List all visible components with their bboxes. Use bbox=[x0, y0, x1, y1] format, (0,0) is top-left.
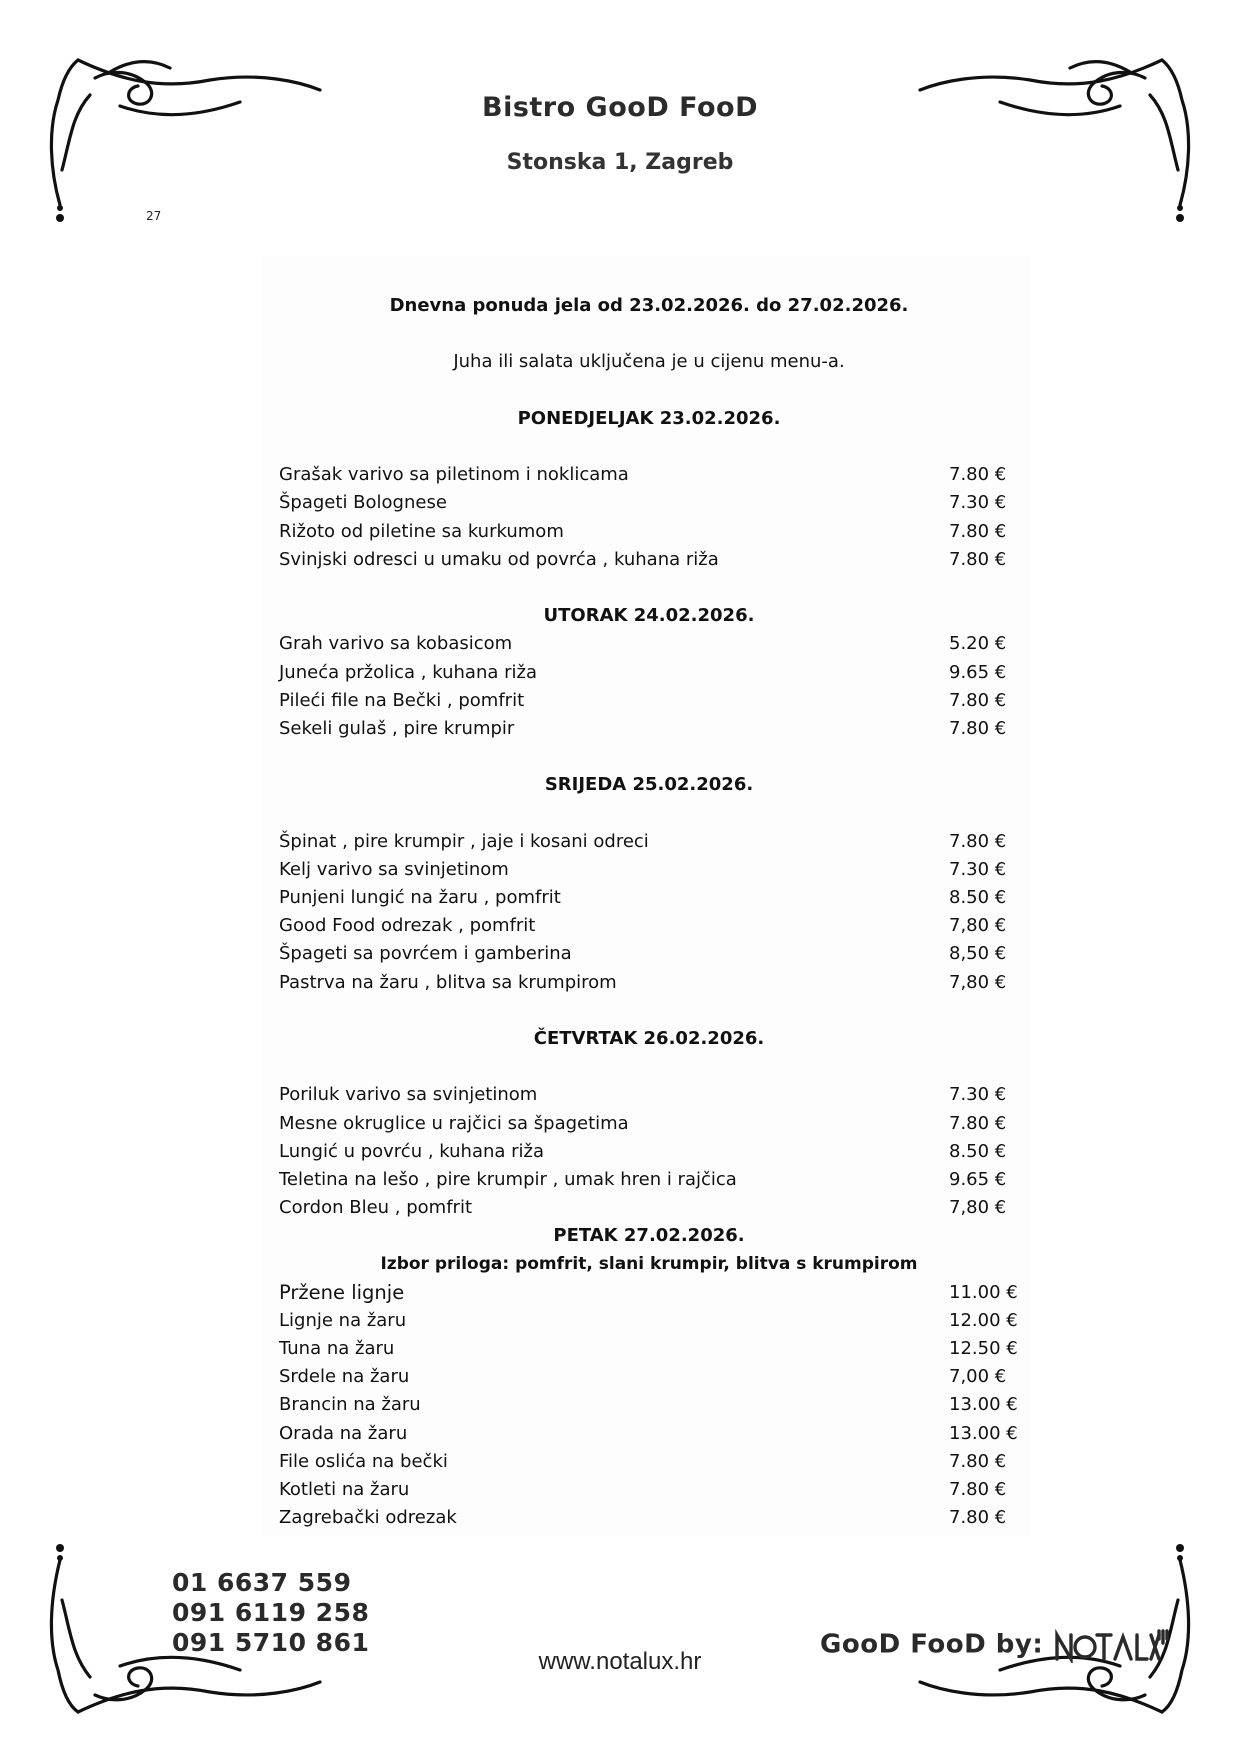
dish-price: 9.65 € bbox=[949, 1168, 1007, 1190]
menu-item bbox=[279, 518, 1019, 546]
menu-item bbox=[279, 1081, 1019, 1109]
dish-name: Juneća pržolica , kuhana riža bbox=[279, 661, 537, 683]
menu-item bbox=[279, 884, 1019, 912]
day-heading-monday: PONEDJELJAK 23.02.2026. bbox=[517, 407, 781, 429]
menu-item bbox=[279, 1138, 1019, 1166]
dish-name: Kelj varivo sa svinjetinom bbox=[279, 858, 509, 880]
dish-name: Pržene lignje bbox=[279, 1280, 405, 1304]
dish-price: 7.80 € bbox=[949, 1112, 1007, 1134]
dish-price: 5.20 € bbox=[949, 633, 1007, 655]
dish-name: Grašak varivo sa piletinom i noklicama bbox=[279, 464, 629, 486]
dish-name: Punjeni lungić na žaru , pomfrit bbox=[279, 887, 561, 909]
restaurant-name: Bistro GooD FooD bbox=[481, 92, 758, 123]
dish-price: 7.30 € bbox=[949, 1084, 1007, 1106]
menu-item bbox=[279, 1110, 1019, 1138]
menu-item bbox=[279, 1194, 1019, 1222]
dish-price: 8,50 € bbox=[949, 943, 1007, 965]
dish-name: Svinjski odresci u umaku od povrća , kuhana riža bbox=[279, 548, 719, 570]
dish-name: Zagrebački odrezak bbox=[279, 1507, 457, 1529]
menu-item bbox=[279, 912, 1019, 940]
dish-price: 11.00 € bbox=[949, 1281, 1018, 1303]
dish-name: Kotleti na žaru bbox=[279, 1479, 410, 1500]
dish-price: 9.65 € bbox=[949, 661, 1007, 683]
dish-price: 7.80 € bbox=[949, 464, 1007, 486]
dish-name: Lignje na žaru bbox=[279, 1309, 407, 1331]
menu-item bbox=[279, 856, 1019, 884]
dish-price: 7.80 € bbox=[949, 1479, 1007, 1500]
page-number: 27 bbox=[146, 209, 162, 223]
menu-item bbox=[279, 1448, 1019, 1476]
dish-price: 7.80 € bbox=[949, 1450, 1007, 1472]
brand-signature bbox=[820, 1627, 1169, 1663]
dish-price: 13.00 € bbox=[949, 1394, 1018, 1416]
notalux-logo-icon bbox=[1053, 1627, 1169, 1663]
menu-item bbox=[279, 659, 1019, 687]
dish-price: 7.80 € bbox=[949, 548, 1007, 570]
restaurant-address: Stonska 1, Zagreb bbox=[506, 150, 734, 175]
dish-price: 13.00 € bbox=[949, 1422, 1018, 1444]
dish-name: Rižoto od piletine sa kurkumom bbox=[279, 520, 564, 542]
dish-price: 12.00 € bbox=[949, 1309, 1018, 1331]
dish-price: 7,80 € bbox=[949, 915, 1007, 937]
phone-numbers bbox=[172, 1568, 369, 1658]
dish-name: Mesne okruglice u rajčici sa špagetima bbox=[279, 1112, 629, 1134]
dish-price: 7.80 € bbox=[949, 689, 1007, 711]
dish-name: Špageti sa povrćem i gamberina bbox=[279, 943, 572, 965]
dish-name: Pastrva na žaru , blitva sa krumpirom bbox=[279, 971, 617, 993]
day-heading-tuesday: UTORAK 24.02.2026. bbox=[543, 605, 755, 627]
dish-name: Špinat , pire krumpir , jaje i kosani odreci bbox=[279, 830, 649, 852]
week-title: Dnevna ponuda jela od 23.02.2026. do 27.02.2026. bbox=[389, 295, 909, 316]
dish-name: Brancin na žaru bbox=[279, 1394, 421, 1416]
menu-item bbox=[279, 1420, 1019, 1448]
menu-item bbox=[279, 546, 1019, 574]
menu-item bbox=[279, 1307, 1019, 1335]
dish-name: Pileći file na Bečki , pomfrit bbox=[279, 689, 525, 711]
dish-price: 7.80 € bbox=[949, 520, 1007, 542]
menu-item bbox=[279, 687, 1019, 715]
dish-price: 7.80 € bbox=[949, 830, 1007, 852]
menu-item bbox=[279, 1335, 1019, 1363]
menu-item bbox=[279, 1166, 1019, 1194]
weekly-menu bbox=[279, 292, 1019, 1532]
day-heading-friday: PETAK 27.02.2026. bbox=[553, 1225, 745, 1247]
menu-item bbox=[279, 969, 1019, 997]
dish-price: 7.30 € bbox=[949, 492, 1007, 514]
menu-item bbox=[279, 940, 1019, 968]
menu-note: Juha ili salata uključena je u cijenu menu-a. bbox=[453, 351, 845, 373]
dish-name: Orada na žaru bbox=[279, 1422, 408, 1444]
website-link[interactable]: www.notalux.hr bbox=[538, 1648, 702, 1675]
dish-price: 7.80 € bbox=[949, 717, 1007, 739]
dish-name: File oslića na bečki bbox=[279, 1450, 448, 1472]
dish-name: Poriluk varivo sa svinjetinom bbox=[279, 1084, 538, 1106]
phone-number[interactable]: 091 5710 861 bbox=[172, 1628, 370, 1657]
dish-price: 7,80 € bbox=[949, 971, 1007, 993]
menu-item bbox=[279, 1504, 1019, 1532]
dish-name: Grah varivo sa kobasicom bbox=[279, 633, 513, 655]
dish-price: 12.50 € bbox=[949, 1338, 1018, 1360]
day-heading-thursday: ČETVRTAK 26.02.2026. bbox=[533, 1027, 765, 1049]
dish-name: Lungić u povrću , kuhana riža bbox=[279, 1140, 545, 1162]
menu-item bbox=[279, 461, 1019, 489]
menu-item bbox=[279, 1279, 1019, 1307]
menu-item bbox=[279, 630, 1019, 658]
phone-number[interactable]: 091 6119 258 bbox=[172, 1598, 370, 1627]
dish-price: 7,80 € bbox=[949, 1197, 1007, 1219]
dish-name: Good Food odrezak , pomfrit bbox=[279, 915, 536, 937]
menu-item bbox=[279, 1391, 1019, 1419]
brand-text: GooD FooD by: bbox=[820, 1629, 1044, 1660]
menu-item bbox=[279, 1476, 1019, 1504]
dish-name: Sekeli gulaš , pire krumpir bbox=[279, 717, 515, 739]
side-dish-options: Izbor priloga: pomfrit, slani krumpir, blitva s krumpirom bbox=[380, 1254, 918, 1275]
dish-name: Špageti Bolognese bbox=[279, 492, 447, 514]
menu-item bbox=[279, 489, 1019, 517]
dish-name: Teletina na lešo , pire krumpir , umak hren i rajčica bbox=[279, 1168, 737, 1190]
dish-name: Srdele na žaru bbox=[279, 1366, 410, 1388]
menu-item bbox=[279, 828, 1019, 856]
dish-price: 8.50 € bbox=[949, 1140, 1007, 1162]
dish-name: Cordon Bleu , pomfrit bbox=[279, 1197, 472, 1219]
day-heading-wednesday: SRIJEDA 25.02.2026. bbox=[544, 774, 754, 796]
dish-price: 7.80 € bbox=[949, 1507, 1007, 1529]
top-ornament bbox=[0, 20, 1240, 230]
menu-item bbox=[279, 715, 1019, 743]
dish-price: 7,00 € bbox=[949, 1366, 1007, 1388]
phone-number[interactable]: 01 6637 559 bbox=[172, 1568, 352, 1597]
menu-item bbox=[279, 1363, 1019, 1391]
dish-name: Tuna na žaru bbox=[279, 1338, 395, 1360]
dish-price: 7.30 € bbox=[949, 858, 1007, 880]
dish-price: 8.50 € bbox=[949, 887, 1007, 909]
